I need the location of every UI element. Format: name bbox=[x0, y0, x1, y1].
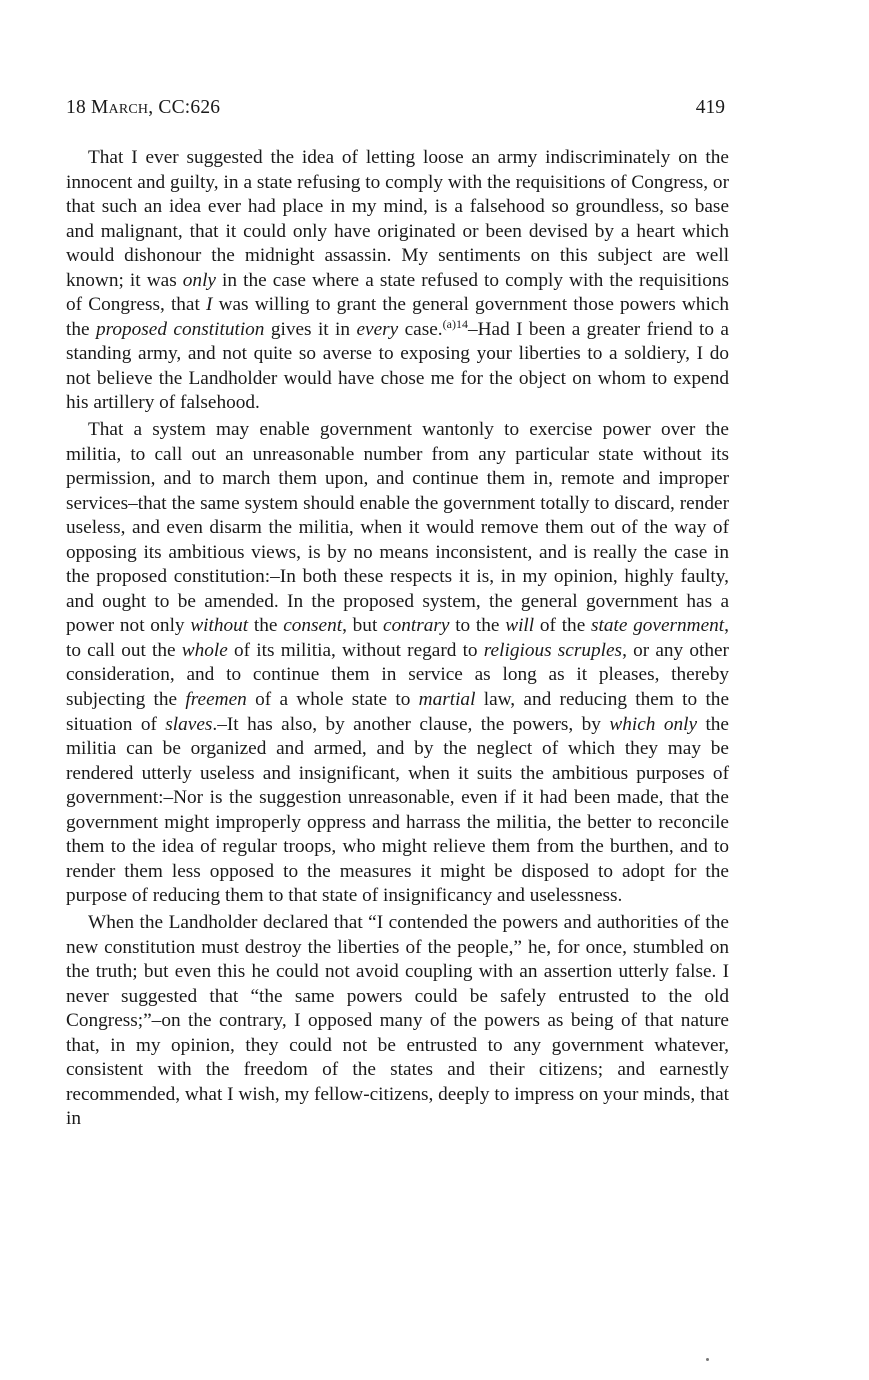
text-run: When the Landholder declared that “I contended the powers and authorities of the new constitution must destroy the liberties of the people,” he, for once, stumbled on the truth; but even this he could not avoid coupling with an assertion utterly false. I never suggested that “the same powers could be safely entrusted to the old Congress;”–on the contrary, I opposed many of the powers as being of that nature that, in my opinion, they could not be entrusted to any government whatever, consistent with the freedom of the states and their citizens; and earnestly recommended, what I wish, my fellow-citizens, deeply to impress on your minds, that in bbox=[66, 911, 729, 1130]
italic-text: which only bbox=[609, 713, 698, 735]
text-run: , to call out the bbox=[66, 615, 729, 661]
text-run: .–It has also, by another clause, the powers, by bbox=[212, 713, 610, 735]
italic-text: state government bbox=[590, 615, 725, 637]
italic-text: martial bbox=[418, 689, 476, 711]
italic-text: without bbox=[190, 615, 249, 637]
italic-text: slaves bbox=[165, 713, 213, 735]
scan-speck-mark bbox=[706, 1358, 709, 1361]
text-run: case. bbox=[398, 318, 443, 340]
italic-text: religious scruples bbox=[483, 639, 623, 661]
running-head-title: 18 March, CC:626 bbox=[66, 97, 221, 118]
italic-text: will bbox=[505, 615, 535, 637]
italic-text: freemen bbox=[185, 689, 247, 711]
italic-text: every bbox=[356, 318, 399, 340]
body-text bbox=[66, 146, 729, 1132]
text-run: the militia can be organized and armed, and by the neglect of which they may be rendered utterly useless and insignificant, when it suits the ambitious purposes of government:–Nor is the suggestion unreasonable, even if it had been made, that the government might improperly oppress and harrass the militia, the better to reconcile them to the idea of regular troops, who might relieve them from the burthen, and to render them less opposed to the measures it might be disposed to adopt for the purpose of reducing them to that state of insignificancy and uselessness. bbox=[66, 713, 729, 907]
page-number: 419 bbox=[695, 97, 725, 118]
text-run: gives it in bbox=[264, 318, 357, 340]
text-run: of the bbox=[534, 615, 591, 637]
text-run: of its militia, without regard to bbox=[227, 639, 484, 661]
italic-text: contrary bbox=[383, 615, 450, 637]
text-run: law, and reducing them to the situation of bbox=[66, 689, 729, 735]
text-run: , or any other consideration, and to continue them in service as long as it pleases, thereby subjecting the bbox=[66, 639, 729, 711]
paragraph bbox=[66, 418, 729, 909]
text-run: to the bbox=[449, 615, 506, 637]
text-run: was willing to grant the general government those powers which the bbox=[66, 294, 729, 340]
text-run: , but bbox=[342, 615, 384, 637]
italic-text: consent bbox=[283, 615, 343, 637]
italic-text: proposed constitution bbox=[95, 318, 265, 340]
footnote-ref: (a)14 bbox=[442, 316, 468, 331]
text-run: the bbox=[248, 615, 284, 637]
running-head bbox=[66, 96, 729, 120]
text-run: of a whole state to bbox=[246, 689, 419, 711]
italic-text: whole bbox=[181, 639, 228, 661]
text-run: –Had I been a greater friend to a standing army, and not quite so averse to exposing your liberties to a soldiery, I do not believe the Landholder would have chose me for the object on whom to expend his artillery of falsehood. bbox=[66, 318, 729, 414]
italic-text: I bbox=[206, 294, 213, 316]
text-run: That a system may enable government wantonly to exercise power over the militia, to call out an unreasonable number from any particular state without its permission, and to march them upon, and continue them in, remote and improper services–that the same system should enable the government totally to discard, render useless, and even disarm the militia, when it would remove them out of the way of opposing its ambitious views, is by no means inconsistent, and is really the case in the proposed constitution:–In both these respects it is, in my opinion, highly faulty, and ought to be amended. In the proposed system, the general government has a power not only bbox=[66, 419, 729, 637]
paragraph bbox=[66, 911, 729, 1132]
italic-text: only bbox=[182, 269, 216, 291]
text-run: That I ever suggested the idea of letting loose an army indiscriminately on the innocent and guilty, in a state refusing to comply with the requisitions of Congress, or that such an idea ever had place in my mind, is a falsehood so groundless, so base and malignant, that it could only have originated or been devised by a heart which would dishonour the midnight assassin. My sentiments on this subject are well known; it was bbox=[66, 147, 729, 291]
paragraph bbox=[66, 146, 729, 416]
text-run: in the case where a state refused to comply with the requisitions of Congress, that bbox=[66, 269, 729, 316]
